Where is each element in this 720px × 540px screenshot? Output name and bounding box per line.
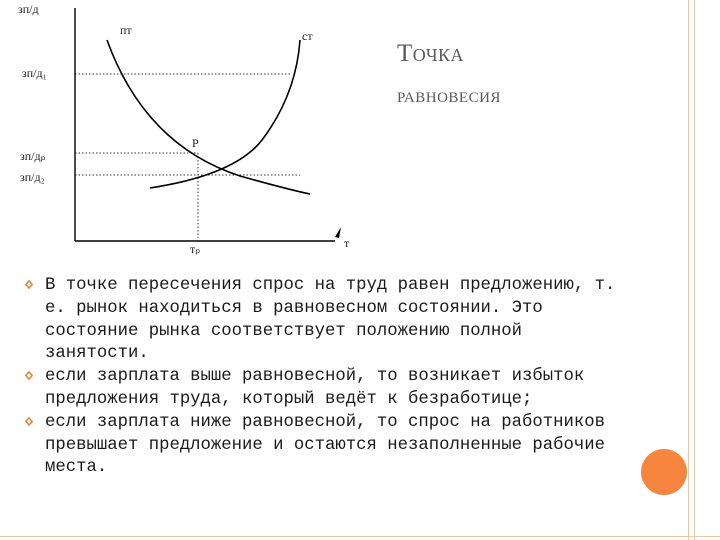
- x-axis-label: т: [344, 236, 350, 250]
- y-tick-wp: зп/дₚ: [20, 149, 46, 163]
- bullet-item: [22, 275, 622, 366]
- bullet-text: В точке пересечения спрос на труд равен предложению, т. е. рынок находиться в равновесном состоянии. Это состояние рынка соответствует положению полной занятости.: [45, 276, 616, 364]
- orange-circle-decoration: [641, 449, 687, 495]
- slide-title-line1: Точка: [397, 40, 465, 67]
- x-axis-arrow-icon: [335, 227, 341, 238]
- x-tick-tp: тₚ: [190, 242, 201, 256]
- bullet-item: [22, 412, 622, 480]
- demand-curve-label: пт: [120, 23, 132, 37]
- y-tick-w1: зп/д₁: [22, 66, 47, 80]
- demand-curve: [107, 40, 310, 194]
- diamond-outline-icon: [24, 416, 34, 427]
- bullet-list: [22, 275, 622, 480]
- supply-curve-label: ст: [302, 29, 313, 43]
- y-tick-w2: зп/д₂: [20, 170, 45, 184]
- bullet-item: [22, 366, 622, 412]
- bullet-text: если зарплата выше равновесной, то возникает избыток предложения труда, который ведёт к безработице;: [45, 367, 585, 409]
- y-axis-label: зп/д: [18, 2, 39, 16]
- diamond-outline-icon: [24, 370, 34, 381]
- slide-title-line2: равновесия: [397, 83, 501, 107]
- supply-curve: [150, 40, 300, 188]
- equilibrium-point-label: Р: [192, 136, 199, 150]
- bullet-text: если зарплата ниже равновесной, то спрос на работников превышает предложение и остаются незаполненные рабочие места.: [45, 412, 606, 478]
- diamond-outline-icon: [24, 279, 34, 290]
- frame-line-bottom: [0, 536, 720, 537]
